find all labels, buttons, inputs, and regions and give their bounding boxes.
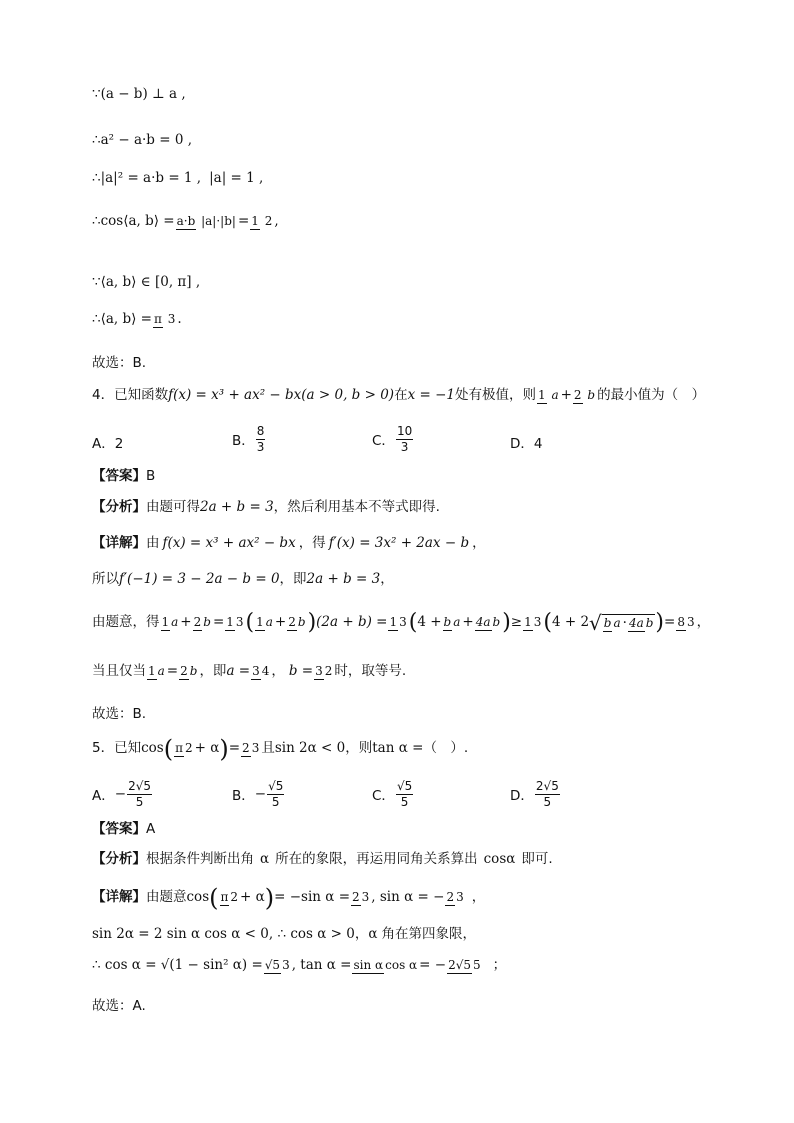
q5-option-c[interactable]: C． $\frac{√5}{5}$	[372, 779, 413, 809]
q4-option-c[interactable]: C． $\frac{10}{3}$	[372, 424, 413, 454]
q4-detail-line-1: 【详解】 由 f(x) = x³ + ax² − bx ，得 f′(x) = 3x² + 2ax − b ，	[92, 535, 486, 551]
q4-option-b[interactable]: B． $\frac{8}{3}$	[232, 424, 265, 454]
prev-line-2: ∴a² − a·b = 0 ,	[92, 132, 192, 148]
q5-answer: 【答案】 A	[92, 821, 156, 837]
q4-answer: 【答案】 B	[92, 468, 156, 484]
q5-stem: 5．已知 cos ( π 2 + α ) = 2 3 且 sin 2α < 0 ，则 tan α = （ ）.	[92, 735, 469, 763]
q5-detail-line-3: ∴ cos α = √(1 − sin² α) = √5 3 , tan α = sin α cos α = − 2√5 5 ；	[92, 957, 507, 974]
half-fraction: 1 2	[251, 214, 273, 228]
q4-choice: 故选：B.	[92, 706, 147, 722]
prev-line-4: ∴cos⟨a, b⟩ = a·b |a|·|b| = 1 2 ,	[92, 213, 279, 230]
q4-option-d[interactable]: D．4	[510, 436, 543, 452]
prev-line-3: ∴|a|² = a·b = 1 , |a| = 1 ,	[92, 170, 264, 186]
q5-option-b[interactable]: B． − $\frac{√5}{5}$	[232, 779, 284, 809]
q4-detail-line-4: 当且仅当 1 a = 2 b ，即 a = 3 4 ， b = 3 2 时，取等号.	[92, 663, 407, 680]
q5-analysis: 【分析】 根据条件判断出角 α 所在的象限，再运用同角关系算出 cosα 即可.	[92, 851, 553, 867]
q4-analysis: 【分析】 由题可得 2a + b = 3 ，然后利用基本不等式即得.	[92, 499, 440, 515]
q4-detail-line-3: 由题意，得 1 a + 2 b = 1 3 ( 1 a + 2 b ) (2a + b) = 1 3 ( 4 + b a + 4a b ) ≥ 1 3 ( 4 + 2 √ b a · 4a b ) = 8 3 ，	[92, 610, 711, 635]
q5-detail-line-1: 【详解】 由题意 cos ( π 2 + α ) = −sin α = 2 3 , sin α = − 2 3 ，	[92, 884, 486, 912]
q4-stem: 4．已知函数 f(x) = x³ + ax² − bx(a > 0, b > 0) 在 x = −1 处有极值，则 1 a + 2 b 的最小值为（ ）	[92, 387, 706, 404]
q5-option-d[interactable]: D． $\frac{2√5}{5}$	[510, 779, 559, 809]
pi-third-fraction: π 3	[154, 312, 176, 326]
q4-detail-line-2: 所以 f′(−1) = 3 − 2a − b = 0 ，即 2a + b = 3 ，	[92, 571, 394, 587]
prev-line-5: ∵⟨a, b⟩ ∈ [0, π] ,	[92, 274, 201, 290]
cos-fraction: a·b |a|·|b|	[176, 214, 236, 228]
prev-line-6: ∴⟨a, b⟩ = π 3 .	[92, 311, 182, 328]
q5-option-a[interactable]: A． − $\frac{2√5}{5}$	[92, 779, 151, 809]
prev-choice: 故选：B.	[92, 355, 147, 371]
prev-line-1: ∵(a − b) ⊥ a ,	[92, 86, 186, 102]
q5-detail-line-2: sin 2α = 2 sin α cos α < 0, ∴ cos α > 0 ， α 角在第四象限，	[92, 926, 476, 942]
q5-choice: 故选：A.	[92, 998, 146, 1014]
q4-option-a[interactable]: A．2	[92, 436, 124, 452]
